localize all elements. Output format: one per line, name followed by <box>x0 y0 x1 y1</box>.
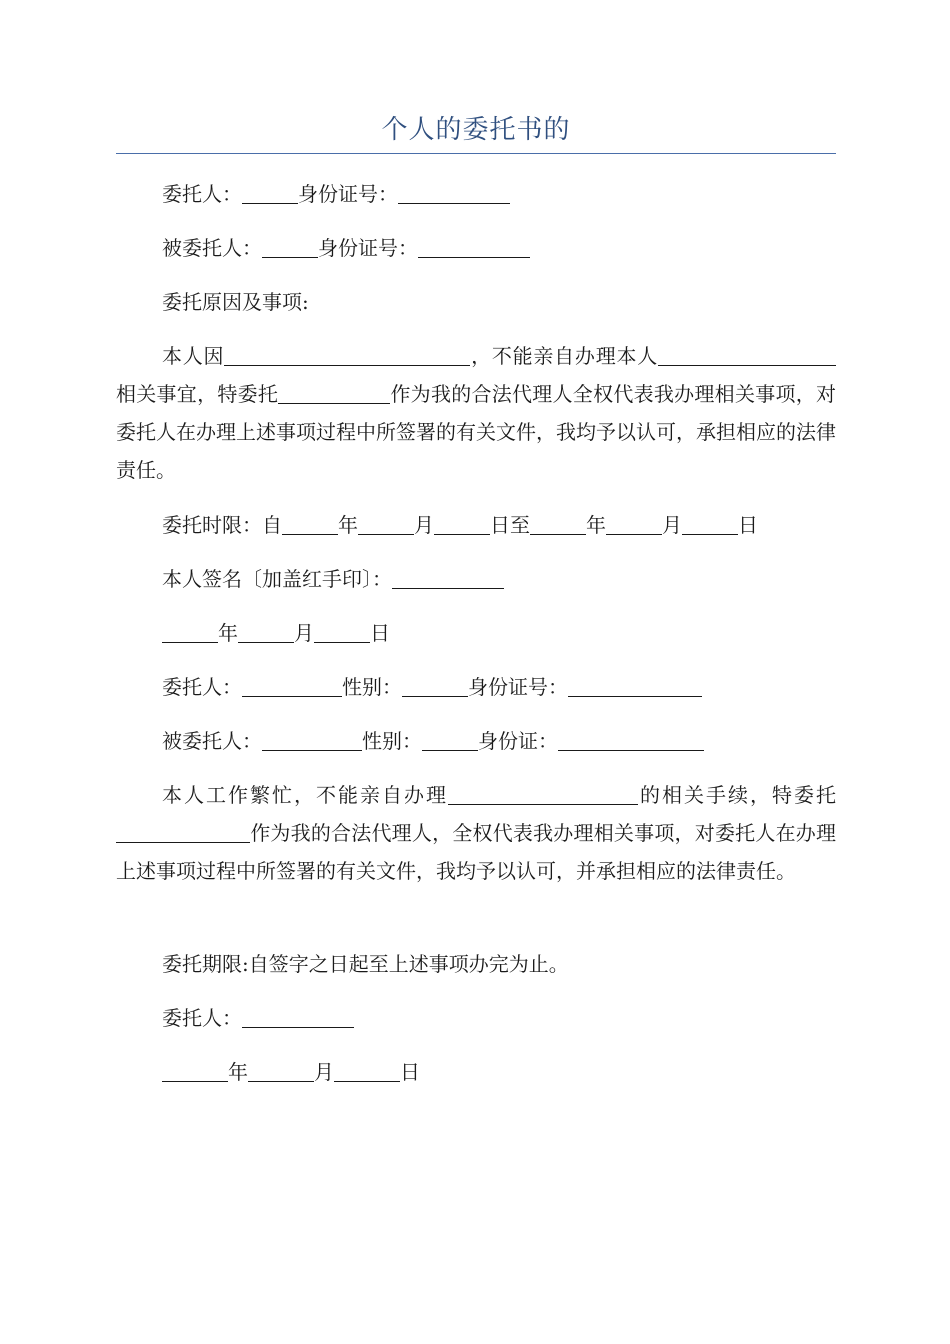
term-end-day-blank[interactable] <box>682 514 738 535</box>
reason-text-3: 作为我的合法代理人全权代表我办理相关事项，对委托人在办理上述事项过程中所签署的有关文件，我均予以认可，承担相应的法律责任。 <box>116 382 837 482</box>
reason-text-2: 相关事宜，特委托 <box>116 382 279 406</box>
principal-id-label-2: 身份证号： <box>468 675 568 699</box>
principal-id-blank-2[interactable] <box>568 676 702 697</box>
authorization-paragraph <box>116 776 836 890</box>
validity-line: 委托期限:自签字之日起至上述事项办完为止。 <box>162 952 569 976</box>
term-label: 委托时限：自 <box>162 513 282 537</box>
agent-name-blank[interactable] <box>262 237 318 258</box>
principal-label-2: 委托人： <box>162 675 242 699</box>
reason-paragraph <box>116 337 836 489</box>
term-line <box>116 506 836 544</box>
signature-label: 本人签名〔加盖红手印〕： <box>162 567 392 591</box>
reason-text-1: ，不能亲自办理本人 <box>470 344 659 368</box>
reason-heading: 委托原因及事项: <box>162 290 309 314</box>
principal-id-label: 身份证号： <box>298 182 398 206</box>
principal-id-blank[interactable] <box>398 183 510 204</box>
agent-id-label-2: 身份证： <box>478 729 558 753</box>
agent-id-label: 身份证号： <box>318 236 418 260</box>
signature-line <box>116 560 836 598</box>
reason-blank[interactable] <box>224 345 470 366</box>
agent-id-blank-2[interactable] <box>558 730 704 751</box>
document-title: 个人的委托书的 <box>381 115 571 145</box>
agent-label: 被委托人： <box>162 236 262 260</box>
term-end-month-blank[interactable] <box>606 514 662 535</box>
principal-gender-blank[interactable] <box>402 676 468 697</box>
sign-year-blank[interactable] <box>162 622 218 643</box>
term-day-to-label: 日至 <box>490 513 530 537</box>
agent-id-blank[interactable] <box>418 237 530 258</box>
delegate-blank[interactable] <box>278 383 390 404</box>
sign-day-blank[interactable] <box>314 622 370 643</box>
principal-name-blank-2[interactable] <box>242 676 342 697</box>
term-month-label: 月 <box>414 513 434 537</box>
matter-blank[interactable] <box>658 345 836 366</box>
reason-intro: 本人因 <box>162 344 225 368</box>
term-start-day-blank[interactable] <box>434 514 490 535</box>
sign-month-blank[interactable] <box>238 622 294 643</box>
term-start-month-blank[interactable] <box>358 514 414 535</box>
term-day2-label: 日 <box>738 513 758 537</box>
final-day-label: 日 <box>400 1060 420 1084</box>
procedure-blank[interactable] <box>448 784 638 805</box>
final-year-label: 年 <box>228 1060 248 1084</box>
sign-month-label: 月 <box>294 621 314 645</box>
principal-gender-label: 性别： <box>342 675 402 699</box>
final-principal-blank[interactable] <box>242 1007 354 1028</box>
principal-line-2 <box>116 668 836 706</box>
agent-label-2: 被委托人： <box>162 729 262 753</box>
agent-line <box>116 229 836 267</box>
final-principal-label: 委托人： <box>162 1006 242 1030</box>
term-year2-label: 年 <box>586 513 606 537</box>
agent-gender-blank[interactable] <box>422 730 478 751</box>
title-underline <box>116 153 836 154</box>
authorization-text-1: 本人工作繁忙，不能亲自办理 <box>162 783 448 807</box>
agent-name-blank-2[interactable] <box>262 730 362 751</box>
sign-day-label: 日 <box>370 621 390 645</box>
term-start-year-blank[interactable] <box>282 514 338 535</box>
signature-date-line <box>116 614 836 652</box>
agent-gender-label: 性别： <box>362 729 422 753</box>
term-year-label: 年 <box>338 513 358 537</box>
final-date-line <box>116 1053 836 1091</box>
principal-line <box>116 175 836 213</box>
final-day-blank[interactable] <box>334 1061 400 1082</box>
sign-year-label: 年 <box>218 621 238 645</box>
final-principal-line <box>116 999 836 1037</box>
delegate-blank-2[interactable] <box>116 822 250 843</box>
term-end-year-blank[interactable] <box>530 514 586 535</box>
authorization-text-3: 作为我的合法代理人，全权代表我办理相关事项，对委托人在办理上述事项过程中所签署的有关文件，我均予以认可，并承担相应的法律责任。 <box>116 821 836 883</box>
authorization-text-2: 的相关手续，特委托 <box>638 783 836 807</box>
final-month-blank[interactable] <box>248 1061 314 1082</box>
principal-label: 委托人： <box>162 182 242 206</box>
agent-line-2 <box>116 722 836 760</box>
principal-name-blank[interactable] <box>242 183 298 204</box>
final-month-label: 月 <box>314 1060 334 1084</box>
final-year-blank[interactable] <box>162 1061 228 1082</box>
signature-blank[interactable] <box>392 568 504 589</box>
term-month2-label: 月 <box>662 513 682 537</box>
